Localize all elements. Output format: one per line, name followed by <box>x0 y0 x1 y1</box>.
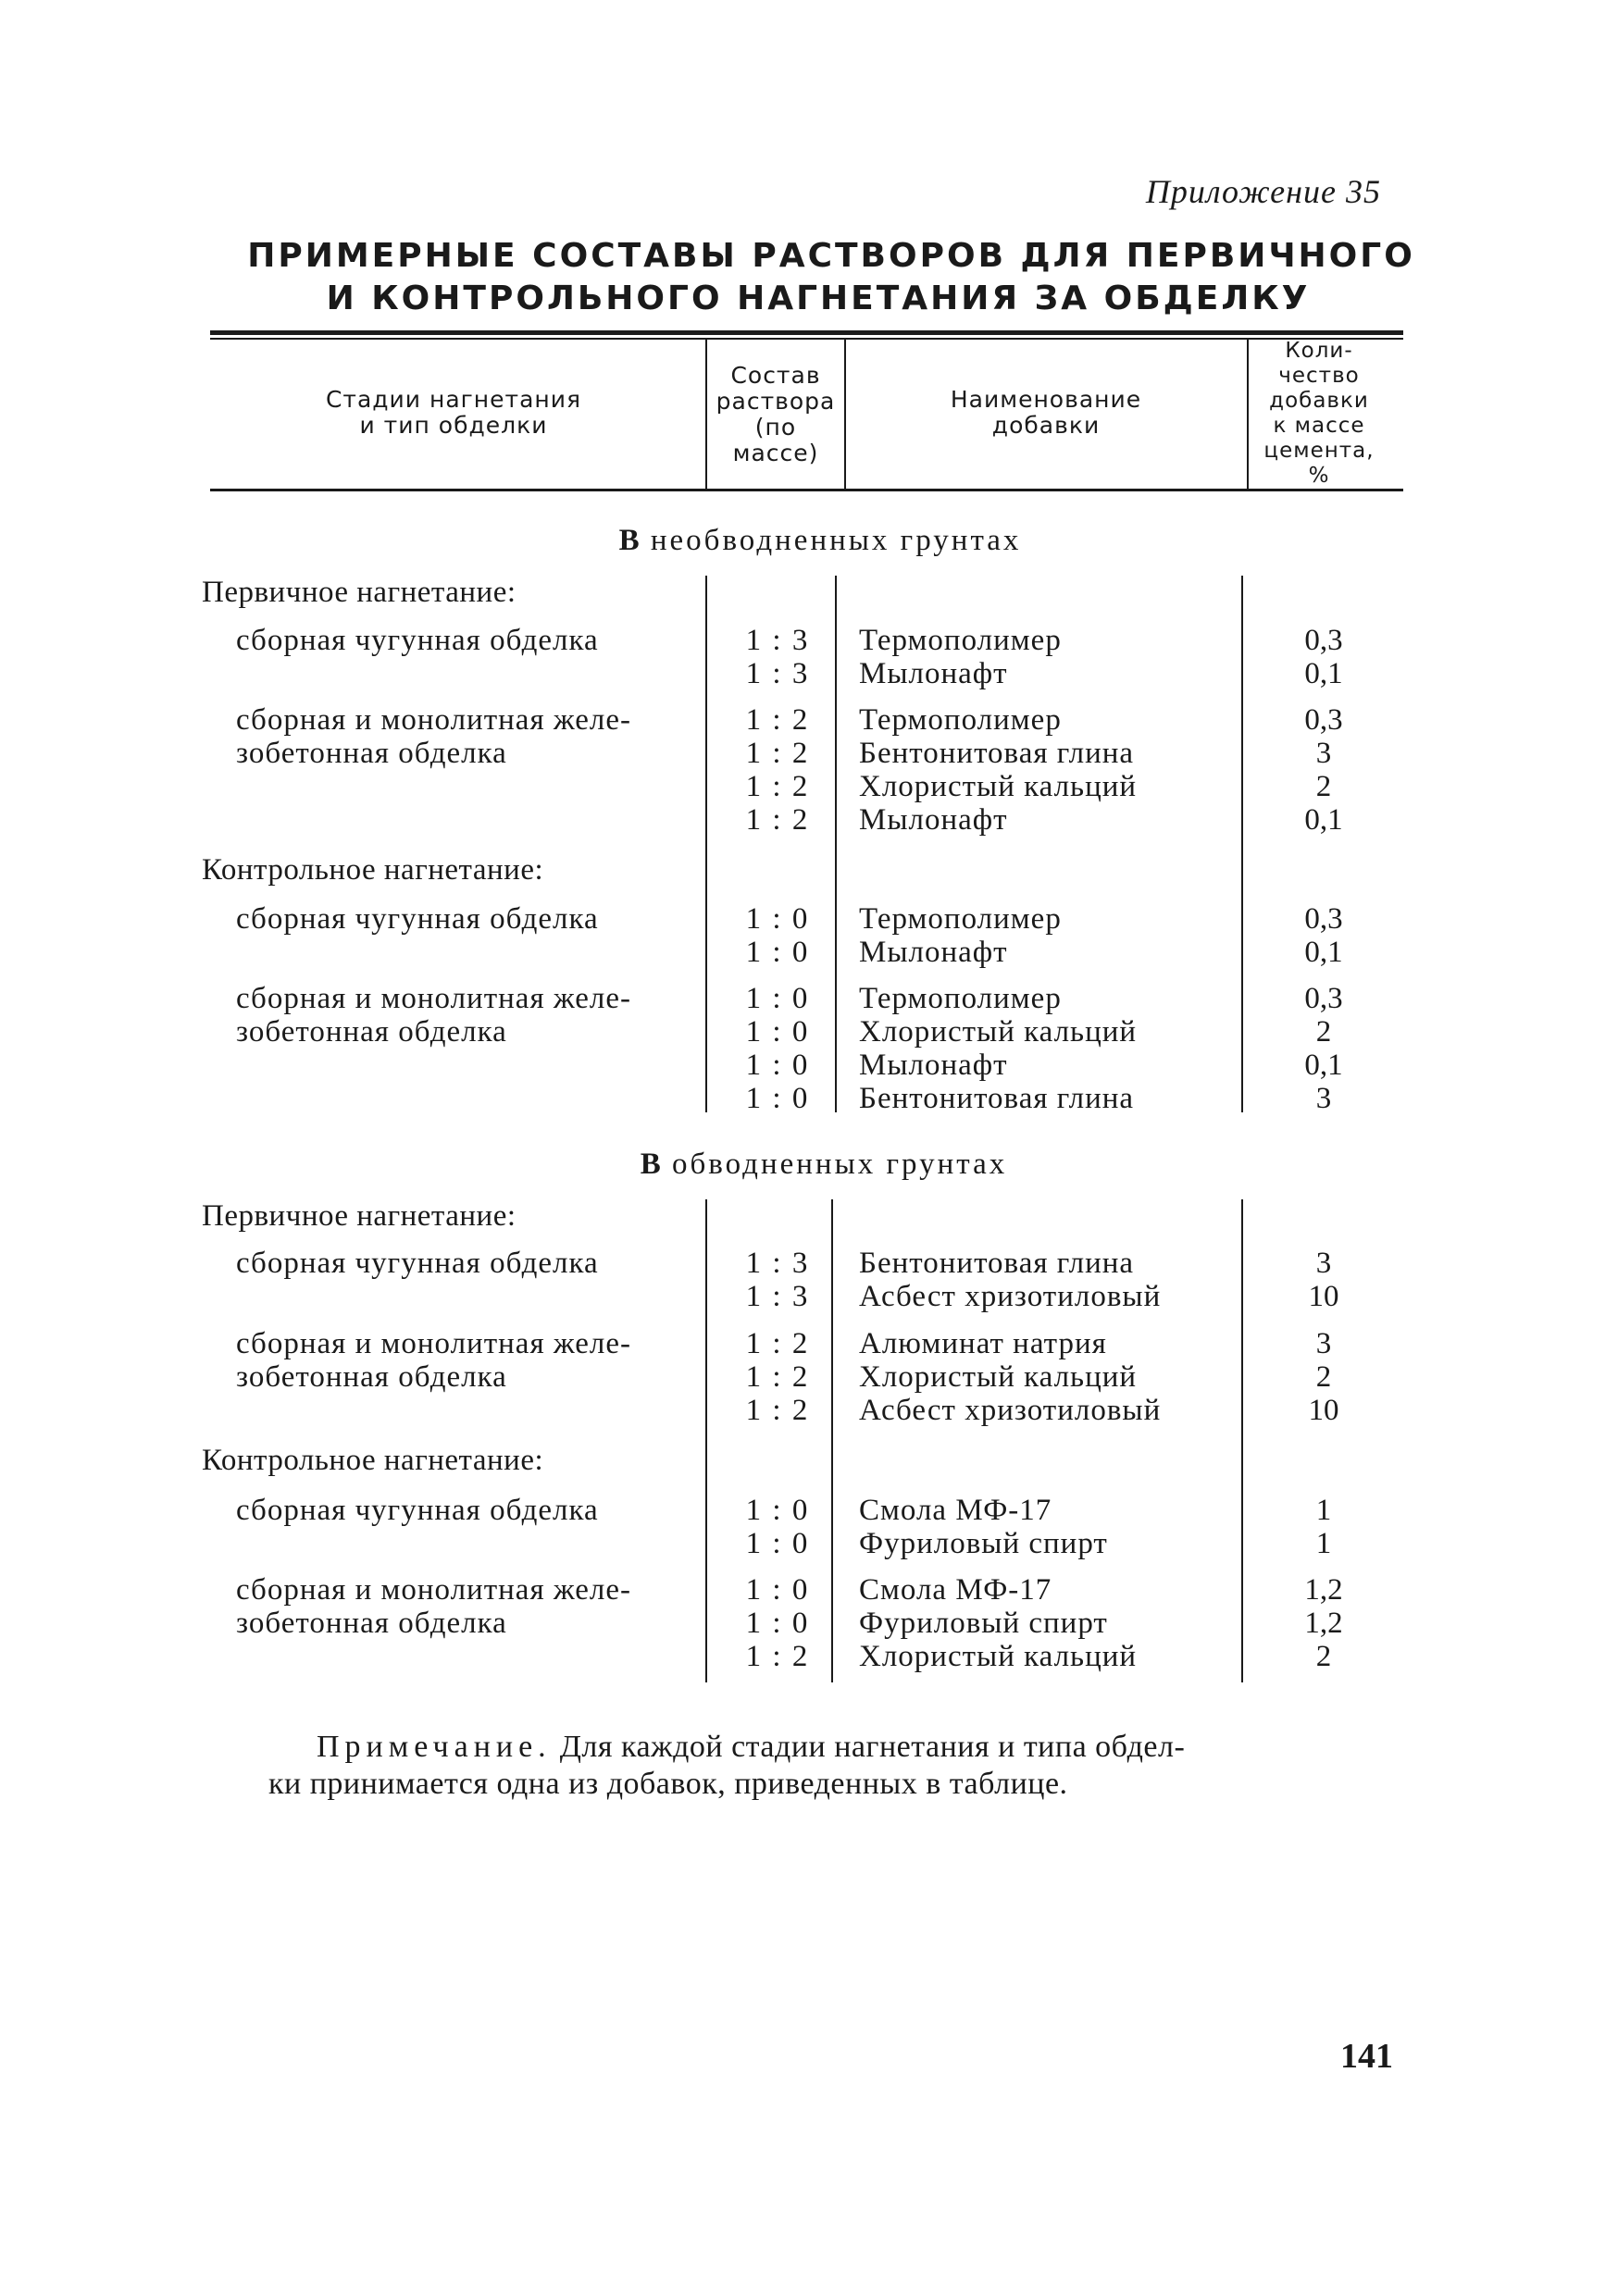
cell-ratio: 1 : 0 <box>745 1082 810 1115</box>
cell-sub: сборная и монолитная желе- <box>236 1327 631 1360</box>
cell-ratio: 1 : 2 <box>745 737 810 770</box>
cell-name: Мылонафт <box>859 803 1008 837</box>
table-row <box>0 1444 1618 1477</box>
cell-name: Термополимер <box>859 902 1062 936</box>
cell-name: Смола МФ-17 <box>859 1573 1052 1607</box>
table-row <box>0 1082 1618 1115</box>
cell-qty: 0,1 <box>1304 936 1343 969</box>
cell-name: Термополимер <box>859 624 1062 657</box>
cell-ratio: 1 : 3 <box>745 657 810 690</box>
cell-ratio: 1 : 2 <box>745 1394 810 1427</box>
table-row <box>0 1049 1618 1082</box>
table-row <box>0 576 1618 609</box>
note-text-line-1: Для каждой стадии нагнетания и типа обдел- <box>559 1730 1186 1764</box>
table-row <box>0 657 1618 690</box>
table-note <box>268 1729 1409 1803</box>
cell-qty: 0,3 <box>1304 982 1343 1015</box>
cell-name: Асбест хризотиловый <box>859 1394 1162 1427</box>
cell-ratio: 1 : 0 <box>745 1607 810 1640</box>
header-stage-line: и тип обделки <box>359 412 548 439</box>
cell-qty: 2 <box>1315 1640 1332 1673</box>
table-row <box>0 737 1618 770</box>
header-quantity-line: добавки <box>1269 389 1369 413</box>
cell-name: Бентонитовая глина <box>859 737 1135 770</box>
header-composition-line: Состав <box>730 362 821 389</box>
section-title-rest: необводненных грунтах <box>650 524 1022 557</box>
cell-ratio: 1 : 0 <box>745 1573 810 1607</box>
cell-name: Алюминат натрия <box>859 1327 1107 1360</box>
cell-qty: 0,1 <box>1304 803 1343 837</box>
header-composition-line: раствора <box>716 388 836 415</box>
section-title-bold: В <box>618 524 641 557</box>
header-quantity-line: чество <box>1278 364 1360 388</box>
cell-ratio: 1 : 0 <box>745 1049 810 1082</box>
cell-sub: сборная и монолитная желе- <box>236 1573 631 1607</box>
table-row <box>0 902 1618 936</box>
cell-sub: зобетонная обделка <box>236 1607 507 1640</box>
table-row <box>0 1394 1618 1427</box>
cell-qty: 2 <box>1315 770 1332 803</box>
cell-name: Термополимер <box>859 703 1062 737</box>
cell-ratio: 1 : 0 <box>745 1015 810 1049</box>
cell-qty: 3 <box>1315 1247 1332 1280</box>
page-title-line-2: И КОНТРОЛЬНОГО НАГНЕТАНИЯ ЗА ОБДЕЛКУ <box>326 279 1311 317</box>
cell-name: Смола МФ-17 <box>859 1494 1052 1527</box>
cell-ratio: 1 : 2 <box>745 703 810 737</box>
cell-sub: сборная чугунная обделка <box>236 902 599 936</box>
section-title <box>11 524 1618 558</box>
table-row <box>0 1199 1618 1233</box>
cell-qty: 3 <box>1315 737 1332 770</box>
cell-sub: сборная чугунная обделка <box>236 624 599 657</box>
cell-name: Асбест хризотиловый <box>859 1280 1162 1313</box>
header-additive-line: добавки <box>991 412 1101 439</box>
header-divider-1 <box>705 339 707 489</box>
table-row <box>0 1247 1618 1280</box>
table-row <box>0 770 1618 803</box>
cell-qty: 10 <box>1308 1280 1339 1313</box>
cell-ratio: 1 : 0 <box>745 1527 810 1560</box>
cell-stage: Контрольное нагнетание: <box>202 853 544 887</box>
table-row <box>0 1607 1618 1640</box>
cell-ratio: 1 : 2 <box>745 770 810 803</box>
page-title-line-1: ПРИМЕРНЫЕ СОСТАВЫ РАСТВОРОВ ДЛЯ ПЕРВИЧНОГО <box>247 237 1415 275</box>
cell-qty: 0,3 <box>1304 624 1343 657</box>
page-number: 141 <box>1340 2037 1393 2076</box>
cell-name: Хлористый кальций <box>859 1640 1138 1673</box>
cell-sub: зобетонная обделка <box>236 1015 507 1049</box>
cell-qty: 3 <box>1315 1327 1332 1360</box>
table-row <box>0 1280 1618 1313</box>
section-title <box>15 1148 1618 1182</box>
cell-name: Фуриловый спирт <box>859 1527 1108 1560</box>
cell-stage: Контрольное нагнетание: <box>202 1444 544 1477</box>
table-row <box>0 1573 1618 1607</box>
note-text-line-2: ки принимается одна из добавок, приведенных в таблице. <box>268 1767 1068 1801</box>
table-row <box>0 1527 1618 1560</box>
header-stage-line: Стадии нагнетания <box>325 386 582 413</box>
cell-qty: 10 <box>1308 1394 1339 1427</box>
table-row <box>0 1327 1618 1360</box>
table-row <box>0 1015 1618 1049</box>
cell-sub: сборная чугунная обделка <box>236 1247 599 1280</box>
cell-sub: зобетонная обделка <box>236 737 507 770</box>
header-quantity <box>1250 339 1388 489</box>
header-stage <box>305 387 602 439</box>
cell-ratio: 1 : 2 <box>745 803 810 837</box>
cell-name: Мылонафт <box>859 936 1008 969</box>
header-composition-line: (по <box>754 414 797 441</box>
cell-sub: сборная чугунная обделка <box>236 1494 599 1527</box>
header-bottom-rule <box>210 489 1403 491</box>
header-quantity-line: Коли- <box>1285 339 1353 363</box>
header-quantity-line: % <box>1308 464 1330 488</box>
cell-stage: Первичное нагнетание: <box>202 1199 517 1233</box>
section-title-bold: В <box>640 1148 663 1181</box>
cell-qty: 0,3 <box>1304 902 1343 936</box>
cell-name: Хлористый кальций <box>859 1015 1138 1049</box>
cell-name: Мылонафт <box>859 1049 1008 1082</box>
header-composition-line: массе) <box>732 440 819 466</box>
header-additive-line: Наименование <box>950 386 1142 413</box>
cell-qty: 1,2 <box>1304 1573 1343 1607</box>
header-divider-2 <box>844 339 846 489</box>
cell-ratio: 1 : 2 <box>745 1360 810 1394</box>
table-row <box>0 803 1618 837</box>
table-top-rule-thick <box>210 330 1403 335</box>
cell-qty: 1 <box>1315 1527 1332 1560</box>
cell-qty: 0,1 <box>1304 1049 1343 1082</box>
cell-ratio: 1 : 3 <box>745 1247 810 1280</box>
table-row <box>0 1640 1618 1673</box>
cell-name: Фуриловый спирт <box>859 1607 1108 1640</box>
cell-name: Мылонафт <box>859 657 1008 690</box>
cell-qty: 0,1 <box>1304 657 1343 690</box>
cell-ratio: 1 : 0 <box>745 902 810 936</box>
cell-qty: 2 <box>1315 1015 1332 1049</box>
table-row <box>0 1360 1618 1394</box>
header-composition <box>708 363 843 466</box>
table-row <box>0 853 1618 887</box>
header-additive <box>870 387 1222 439</box>
cell-name: Хлористый кальций <box>859 770 1138 803</box>
table-row <box>0 1494 1618 1527</box>
table-row <box>0 982 1618 1015</box>
cell-stage: Первичное нагнетание: <box>202 576 517 609</box>
cell-ratio: 1 : 0 <box>745 982 810 1015</box>
cell-name: Бентонитовая глина <box>859 1082 1135 1115</box>
cell-ratio: 1 : 0 <box>745 1494 810 1527</box>
cell-name: Бентонитовая глина <box>859 1247 1135 1280</box>
header-quantity-line: к массе <box>1273 414 1365 438</box>
cell-qty: 2 <box>1315 1360 1332 1394</box>
cell-qty: 1,2 <box>1304 1607 1343 1640</box>
cell-name: Хлористый кальций <box>859 1360 1138 1394</box>
cell-qty: 3 <box>1315 1082 1332 1115</box>
table-top-rule-thin <box>210 338 1403 340</box>
cell-name: Термополимер <box>859 982 1062 1015</box>
note-label: Примечание. <box>317 1730 552 1764</box>
table-row <box>0 624 1618 657</box>
cell-sub: зобетонная обделка <box>236 1360 507 1394</box>
appendix-label: Приложение 35 <box>1145 173 1381 210</box>
header-quantity-line: цемента, <box>1263 439 1375 463</box>
cell-ratio: 1 : 3 <box>745 624 810 657</box>
table-row <box>0 936 1618 969</box>
cell-sub: сборная и монолитная желе- <box>236 982 631 1015</box>
cell-qty: 0,3 <box>1304 703 1343 737</box>
cell-ratio: 1 : 3 <box>745 1280 810 1313</box>
cell-ratio: 1 : 0 <box>745 936 810 969</box>
section-title-rest: обводненных грунтах <box>671 1148 1008 1181</box>
cell-sub: сборная и монолитная желе- <box>236 703 631 737</box>
cell-ratio: 1 : 2 <box>745 1640 810 1673</box>
cell-ratio: 1 : 2 <box>745 1327 810 1360</box>
table-row <box>0 703 1618 737</box>
cell-qty: 1 <box>1315 1494 1332 1527</box>
header-divider-3 <box>1247 339 1249 489</box>
